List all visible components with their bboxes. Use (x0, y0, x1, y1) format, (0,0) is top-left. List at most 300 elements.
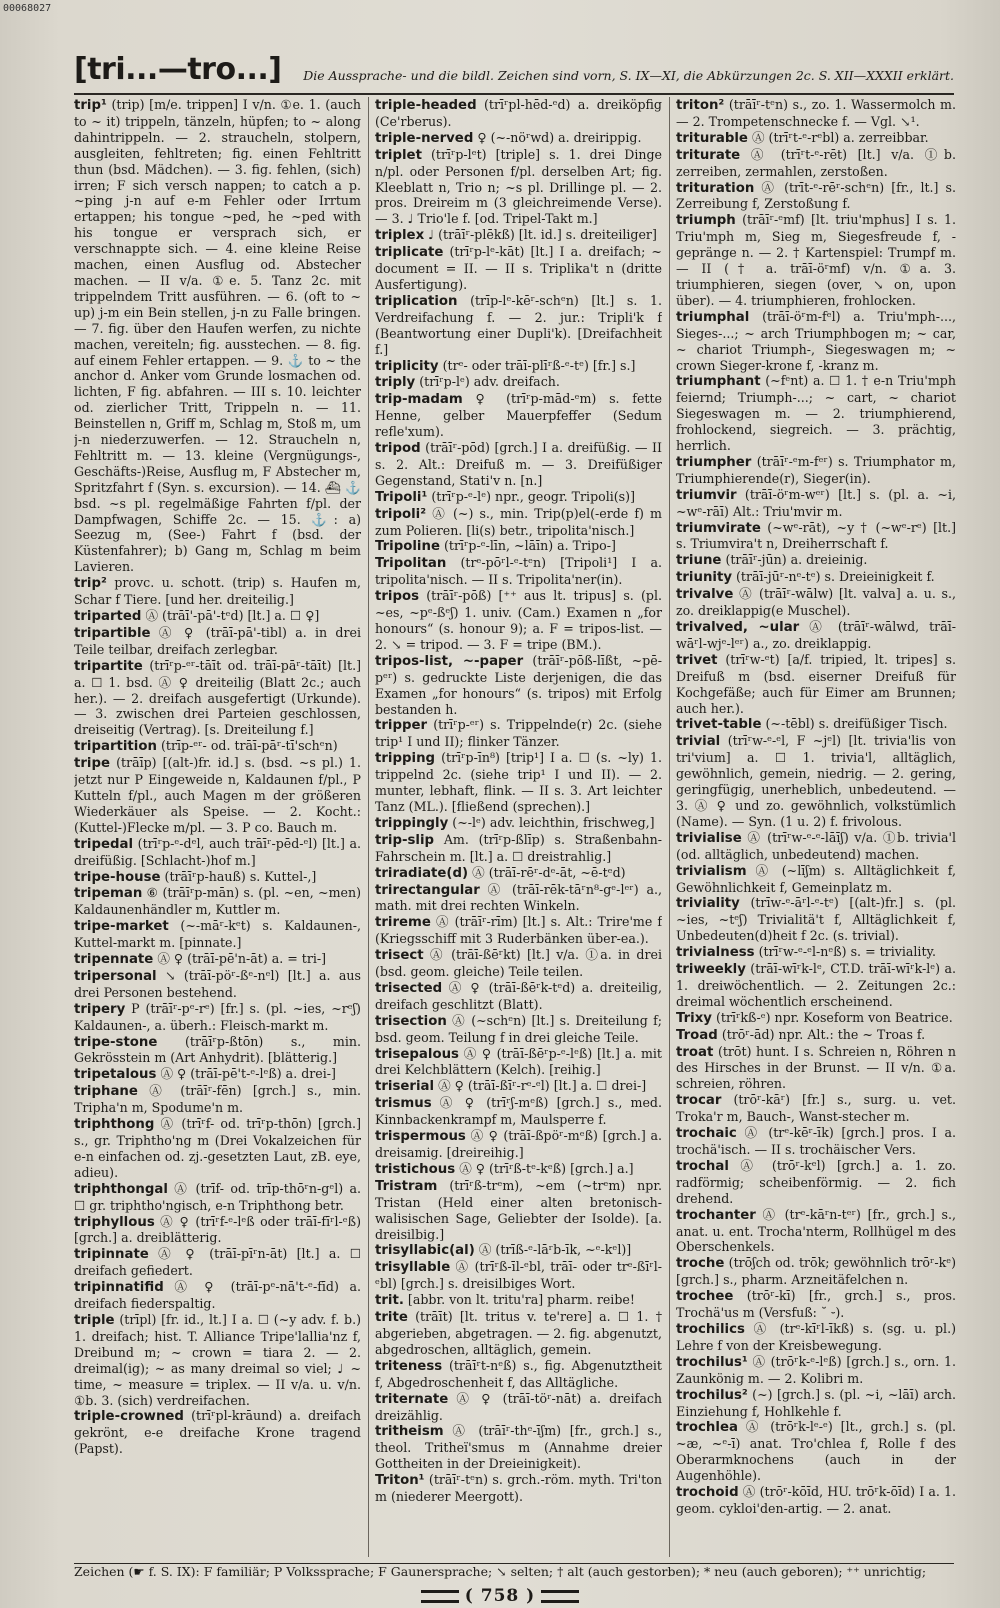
dictionary-entry (676, 1027, 956, 1044)
dictionary-entry (676, 487, 956, 520)
dictionary-entry (375, 538, 662, 555)
dictionary-entry (74, 836, 361, 869)
entry-headword: tripos-list, ~-paper (375, 653, 524, 669)
entry-definition: Ⓐ ♀ (trāī-pē'n-āt) a. = tri-] (157, 951, 327, 967)
entry-headword: triplex (375, 228, 425, 244)
entry-headword: triple-headed (375, 98, 477, 113)
entry-headword: trocar (676, 1093, 722, 1109)
entry-headword: trisect (375, 948, 424, 964)
entry-definition: [abbr. von lt. tritu'ra] pharm. reibe! (407, 1292, 635, 1308)
entry-definition: Ⓐ (trōʳ-kōīd, HU. trōʳk-ōīd) I a. 1. geom. cykloi'den-artig. — 2. anat. (676, 1484, 956, 1516)
entry-headword: tripartible (74, 625, 151, 641)
entry-headword: Troad (676, 1027, 718, 1043)
entry-definition: (~-lᵉ) adv. leichthin, frischweg,] (452, 814, 655, 830)
dictionary-entry (74, 1066, 361, 1083)
entry-definition: (trīʳp-ᵉʳ) s. Trippelnde(r) 2c. (siehe trip¹ I und II); flinker Tänzer. (375, 717, 662, 750)
dictionary-entry (375, 358, 662, 375)
dictionary-entry (375, 1095, 662, 1128)
entry-definition: (trīʳp-ᵉ-līn, ~lāīn) a. Tripo-] (444, 538, 616, 554)
entry-headword: trit. (375, 1293, 404, 1309)
entry-headword: trochee (676, 1289, 734, 1305)
entry-definition: Ⓐ ♀ (trāī-pē't-ᵉ-lᵉß) a. drei-] (160, 1066, 336, 1082)
entry-headword: tripeman (74, 886, 143, 902)
dictionary-entry (676, 1321, 956, 1354)
ornament-right (541, 1590, 579, 1603)
dictionary-entry (74, 97, 361, 575)
dictionary-entry (74, 1001, 361, 1034)
dictionary-entry (676, 895, 956, 944)
dictionary-entry (375, 1292, 662, 1309)
entry-headword: trivalve (676, 587, 734, 603)
entry-headword: triumphant (676, 374, 761, 390)
entry-definition: (trōʃch od. trōk; gewöhnlich trōʳ-kᵉ) [grch.] s., pharm. Arzneitäfelchen n. (676, 1255, 956, 1288)
dictionary-entry (375, 1161, 662, 1178)
entry-definition: (trīʳp-lᵉ-kāt) [lt.] I a. dreifach; ~ document = II. — II s. Triplika't n (dritte Ausfertigung). (375, 244, 662, 292)
entry-definition: (trīʳkß-ᵉ) npr. Koseform von Beatrice. (716, 1009, 953, 1025)
entry-definition: (trīʳp-ᵉʳ-tāīt od. trāī-pāʳ-tāīt) [lt.] a. ☐ 1. bsd. Ⓐ ♀ dreiteilig (Blatt 2c.; auch her.). — 2. dreifach ausgefertigt (Urkunde). — 3. zwischen drei Parteien geschlossen, dreiseitig (Vertrag). [s. Dreiteilung f.] (74, 657, 361, 738)
entry-headword: triviality (676, 896, 740, 912)
dictionary-entry (375, 882, 662, 915)
dictionary-entry (676, 961, 956, 1010)
entry-headword: trivial (676, 734, 721, 750)
dictionary-entry (676, 1125, 956, 1158)
entry-headword: triunity (676, 570, 732, 586)
entry-headword: tripartition (74, 739, 157, 755)
entry-definition: (trīʳp-īn⁸) [trip¹] I a. ☐ (s. ~ly) 1. trippelnd 2c. (siehe trip¹ I und II). — 2. munter, lebhaft, flink. — II s. 3. Art leichter Tanz (ML.). [fließend (sprechen).] (375, 750, 662, 814)
entry-headword: tripersonal (74, 968, 157, 984)
entry-definition: (trāīʳ-tᵉn) s., zo. 1. Wassermolch m. — 2. Trompetenschnecke f. — Vgl. ↘¹. (676, 97, 956, 129)
dictionary-entry (375, 653, 662, 718)
dictionary-entry (676, 586, 956, 619)
entry-headword: triphthongal (74, 1181, 168, 1197)
entry-definition: Ⓐ (trāīʳ-wālwd, trāī-wāʳl-wjᵉ-lᵉʳ) a., zo. dreiklappig. (676, 619, 956, 651)
dictionary-entry (676, 569, 956, 586)
entry-headword: tripedal (74, 836, 134, 852)
dictionary-entry (74, 625, 361, 658)
entry-definition: (trīʳw-ᵉt) [a/f. tripied, lt. tripes] s. Dreifuß m (bsd. eiserner Dreifuß für Kochgefäße; auch für Eimer am Brunnen; auch her.). (676, 651, 956, 716)
entry-headword: triplet (375, 147, 422, 163)
entry-definition: Ⓐ (~schᵉn) [lt.] s. Dreiteilung f; bsd. geom. Teilung f in drei gleiche Teile. (375, 1012, 662, 1045)
dictionary-entry (375, 815, 662, 832)
entry-headword: Trixy (676, 1010, 712, 1026)
entry-headword: trisyllable (375, 1260, 451, 1276)
dictionary-entry (74, 951, 361, 968)
dictionary-entry (676, 1158, 956, 1207)
entry-headword: trivet (676, 652, 718, 668)
entry-definition: (trip) [m/e. trippen] I v/n. ①e. 1. (auch to ~ it) trippeln, tänzeln, hüpfen; to ~ along dahintrippeln. — 2. straucheln, stolpern, ausgleiten, fehltreten; fig. einen Fehltritt thun (bsd. Mädchen). — 3. fig. fehlen, (sich) irren; F sich versch nappen; to catch a p. ~ping j-n auf e-m Fehler oder Irrtum ertappen; his tongue ~ped, he ~ped with his tongue er versprach sich, er verschnappte sich. — 4. eine kleine Reise machen, einen Ausflug od. Abstecher machen. — II v/a. ①e. 5. Tanz 2c. mit trippelndem Tritt ausführen. — 6. (oft to ~ up) j-m ein Bein stellen, j-n zu Falle bringen. — 7. fig. über den Haufen werfen, zu nichte machen, vereiteln; fig. ausstechen. — 8. fig. auf einem Fehler ertappen. — 9. ⚓ to ~ the anchor d. Anker vom Grunde losmachen od. lichten, F fig. abfahren. — III s. 10. leichter od. zierlicher Tritt, Trippeln n. — 11. Beinstellen n, Griff m, Schlag m, Stoß m, um j-n niederzuwerfen. — 12. Straucheln n, Fehltritt m. — 13. kleine (Vergnügungs-, Geschäfts-)Reise, Ausflug m, F Abstecher m, Spritzfahrt f (Syn. s. excursion). — 14. ⛴ ⚓ bsd. ~s pl. regelmäßige Fahrten f/pl. der Dampfwagen, Schiffe 2c. — 15. ⚓: a) Seezug m, (See-) Fahrt f (bsd. der Küstenfahrer); b) Gang m, Schlag m beim Lavieren. (74, 97, 361, 575)
column-divider-1 (368, 97, 369, 1557)
entry-headword: tripennate (74, 952, 154, 968)
dictionary-entry (676, 1288, 956, 1321)
entry-headword: trochoid (676, 1485, 739, 1501)
dictionary-entry (74, 575, 361, 608)
entry-headword: trochilics (676, 1321, 745, 1337)
entry-definition: ⑥ (trāīʳp-mān) s. (pl. ~en, ~men) Kaldaunenhändler m, Kuttler m. (74, 885, 361, 918)
entry-headword: trivialise (676, 830, 742, 846)
dictionary-entry (375, 374, 662, 391)
entry-definition: (trōʳ-ād) npr. Alt.: the ~ Troas f. (721, 1026, 926, 1042)
entry-definition: Ⓐ (trīt-ᵉ-rēʳ-schᵉn) [fr., lt.] s. Zerreibung f, Zerstoßung f. (676, 179, 956, 212)
entry-headword: triserial (375, 1079, 435, 1095)
entry-definition: (trīʳp-ᵉ-lᵉ) npr., geogr. Tripoli(s)] (431, 488, 635, 504)
entry-headword: triune (676, 553, 722, 569)
entry-headword: triphthong (74, 1117, 155, 1133)
running-header (74, 52, 954, 94)
entry-headword: tripe-stone (74, 1034, 158, 1050)
entry-definition: Ⓐ (trīf- od. trīp-thōʳn-gᵉl) a. ☐ gr. triphtho'ngisch, e-n Triphthong betr. (74, 1180, 361, 1213)
entry-headword: triple-nerved (375, 130, 474, 146)
entry-headword: triumphal (676, 309, 750, 325)
dictionary-entry (375, 244, 662, 293)
dictionary-entry (74, 1408, 361, 1457)
dictionary-entry (375, 1358, 662, 1391)
dictionary-entry (676, 863, 956, 896)
dictionary-entry (375, 717, 662, 750)
entry-definition: (trāīʳ-ᵉmf) [lt. triu'mphus] I s. 1. Triu'mph m, Sieg m, Siegesfreude f, -gepränge n. — 2. † Kartenspiel: Trumpf m. — II († a. trāī-öʳmf) v/n. ①a. 3. triumphieren, siegen (over, ↘ on, upon über). — 4. triumphieren, frohlocken. (676, 212, 956, 308)
entry-definition: (trōʳ-kī) [fr., grch.] s., pros. Trochä'us m (Versfuß: ˘ ⏑). (676, 1288, 956, 1321)
entry-headword: tripe-house (74, 869, 161, 885)
dictionary-entry (74, 1083, 361, 1116)
entry-definition: Ⓐ (trāī-rēk-tāʳn⁸-gᵉ-lᵉʳ) a., math. mit drei rechten Winkeln. (375, 881, 662, 914)
dictionary-entry (375, 1013, 662, 1046)
dictionary-entry (676, 1419, 956, 1484)
dictionary-entry (375, 97, 662, 130)
dictionary-entry (375, 865, 662, 882)
entry-definition: Ⓐ (trāī-ßēʳkt) [lt.] v/a. ①a. in drei (bsd. geom. gleiche) Teile teilen. (375, 947, 662, 980)
entry-headword: trip-madam (375, 392, 463, 408)
page-range-title: [tri...—tro...] (74, 52, 282, 87)
entry-definition: Ⓐ ♀ (trāī-pā'-tibl) a. in drei Teile teilbar, dreifach zerlegbar. (74, 624, 361, 657)
entry-definition: Ⓐ ♀ (trāī-ßēʳk-tᵉd) a. dreiteilig, dreifach geschlitzt (Blatt). (375, 979, 662, 1012)
entry-definition: (trāī-öʳm-wᵉʳ) [lt.] s. (pl. a. ~i, ~wᵉ-rāī) Alt.: Triu'mvir m. (676, 486, 956, 519)
entry-definition: (trīʳw-ᵉ-ᵉl-nᵉß) s. = triviality. (758, 944, 936, 960)
entry-headword: tripartite (74, 658, 143, 674)
entry-definition: (trᵉ- oder trāī-plīʳß-ᵉ-tᵉ) [fr.] s.] (442, 357, 636, 373)
entry-headword: triphane (74, 1084, 138, 1100)
entry-definition: (trāī-öʳm-fᵉl) a. Triu'mph-..., Sieges-...; ~ arch Triumphbogen m; ~ car, ~ chariot Triumph-, Siegeswagen m; ~ crown Sieger-krone f, -kranz m. (676, 308, 956, 373)
dictionary-entry (676, 733, 956, 829)
entry-headword: trituration (676, 180, 755, 196)
dictionary-entry (676, 1484, 956, 1517)
entry-headword: Tripoline (375, 539, 440, 555)
entry-headword: triradiate(d) (375, 865, 469, 881)
entry-headword: triturable (676, 130, 748, 146)
entry-definition: Ⓐ (trāī-rēʳ-dᵉ-āt, ~ē-tᵉd) (472, 864, 626, 880)
dictionary-entry (676, 309, 956, 374)
dictionary-entry (676, 1255, 956, 1288)
entry-headword: trispermous (375, 1129, 466, 1145)
dictionary-entry (375, 1242, 662, 1259)
entry-definition: (trāīʳ-pōß) [⁺⁺ aus lt. tripus] s. (pl. ~es, ~pᵉ-ßᵉʃ) 1. univ. (Cam.) Examen n „for honours“ (s. honour 9); a. F = tripos-list. — 2. ↘ = tripod. — 3. F = tripe (BM.). (375, 588, 662, 652)
dictionary-entry (375, 1178, 662, 1243)
dictionary-entry (375, 1259, 662, 1292)
dictionary-entry (74, 918, 361, 951)
entry-headword: trirectangular (375, 882, 480, 898)
dictionary-entry (375, 832, 662, 865)
entry-definition: Am. (trīʳp-ßlīp) s. Straßenbahn-Fahrschein m. [lt.] a. ☐ dreistrahlig.] (375, 831, 662, 864)
entry-definition: (trᵉ-pōʳl-ᵉ-tᵉn) [Tripoli¹] I a. tripolita'nisch. — II s. Tripolita'ner(in). (375, 555, 662, 588)
ornament-left (421, 1590, 459, 1603)
entry-definition: (trāīʳ-pōd) [grch.] I a. dreifüßig. — II s. 2. Alt.: Dreifuß m. — 3. Dreifüßiger Gegenstand, Stati'v n. [n.] (375, 440, 662, 488)
entry-definition: Ⓐ ♀ (trāī-töʳ-nāt) a. dreifach dreizählig. (375, 1390, 662, 1423)
entry-definition: (trāīt) [lt. tritus v. te'rere] a. ☐ 1. † abgerieben, abgetragen. — 2. fig. abgenutzt, abgedroschen, alltäglich, gemein. (375, 1309, 662, 1357)
entry-headword: triumph (676, 213, 736, 229)
entry-headword: trochlea (676, 1420, 738, 1436)
page-number: 758 (480, 1586, 520, 1606)
dictionary-entry (74, 1214, 361, 1247)
entry-headword: trivalved, ~ular (676, 620, 800, 635)
dictionary-entry (375, 1128, 662, 1161)
entry-definition: Ⓐ (~) s., min. Trip(p)el(-erde f) m zum Polieren. [li(s) betr., tripolita'nisch.] (375, 505, 662, 538)
dictionary-entry (375, 147, 662, 228)
entry-headword: troche (676, 1256, 725, 1272)
entry-headword: tristichous (375, 1161, 456, 1177)
entry-headword: triple (74, 1312, 115, 1328)
entry-headword: trismus (375, 1096, 432, 1112)
dictionary-entry (375, 1472, 662, 1505)
dictionary-entry (74, 1116, 361, 1181)
entry-definition: Ⓐ (trīʳw-ᵉ-ᵉ-lāīʃ) v/a. ①b. trivia'l (od. alltäglich, unbedeutend) machen. (676, 829, 956, 862)
entry-headword: tripping (375, 751, 436, 767)
entry-definition: (trāīʳ-ᵉm-fᵉʳ) s. Triumphator m, Triumphierende(r), Sieger(in). (676, 453, 956, 486)
entry-headword: troat (676, 1044, 714, 1060)
entry-definition: Ⓐ (trīʳt-ᵉ-rᵉbl) a. zerreibbar. (751, 129, 929, 145)
dictionary-entry (375, 1046, 662, 1079)
dictionary-entry (375, 947, 662, 980)
entry-definition: (trīp-lᵉ-kēʳ-schᵉn) [lt.] s. 1. Verdreifachung f. — 2. jur.: Tripli'k f (Beantwortung einer Dupli'k). [Dreifachheit f.] (375, 292, 662, 357)
dictionary-entry (676, 1044, 956, 1093)
entry-definition: Ⓐ (trāīʳ-rīm) [lt.] s. Alt.: Trire'me f (Kriegsschiff mit 3 Ruderbänken über-ea.). (375, 914, 662, 947)
symbol-legend: Zeichen (☛ f. S. IX): F familiär; P Volkssprache; F Gaunersprache; ↘ selten; † alt (auch gestorben); * neu (auch geboren); ⁺⁺ unrichtig; (74, 1564, 927, 1579)
entry-definition: Ⓐ ♀ (trāī-ßpöʳ-mᵉß) [grch.] a. dreisamig. [dreireihig.] (375, 1128, 662, 1160)
entry-definition: Ⓐ (trᵉ-kīʳl-īkß) s. (sg. u. pl.) Lehre f von der Kreisbewegung. (676, 1320, 956, 1353)
entry-headword: triply (375, 375, 416, 391)
entry-definition: Ⓐ (trōʳ-kᵉl) [grch.] a. 1. zo. radförmig; scheibenförmig. — 2. fich drehend. (676, 1157, 956, 1206)
entry-headword: tripe-market (74, 919, 169, 935)
entry-definition: (~fᵉnt) a. ☐ 1. † e-n Triu'mph feiernd; Triumph-...; ~ cart, ~ chariot Siegeswagen m. — 2. triumphierend, frohlockend, siegreich. — 3. prächtig, herrlich. (676, 373, 956, 454)
entry-definition: Ⓐ ♀ (trāī-pᵉ-nā't-ᵉ-fīd) a. dreifach fiederspaltig. (74, 1279, 361, 1312)
entry-headword: trochilus¹ (676, 1354, 748, 1370)
entry-definition: P (trāīʳ-pᵉ-rᵉ) [fr.] s. (pl. ~ies, ~rᵉʃ) Kaldaunen-, a. überh.: Fleisch-markt m. (74, 1000, 361, 1033)
dictionary-columns (74, 97, 956, 1562)
entry-definition: (trīp-ᵉʳ- od. trāī-pāʳ-tī'schᵉn) (160, 738, 338, 754)
entry-headword: triple-crowned (74, 1409, 184, 1425)
dictionary-entry (676, 130, 956, 147)
entry-definition: Ⓐ (trᵉ-kāʳn-tᵉʳ) [fr., grch.] s., anat. u. ent. Trocha'nterm, Rollhügel m des Oberschenkels. (676, 1206, 956, 1255)
dictionary-entry (375, 1078, 662, 1095)
entry-definition: (trīʳw-ᵉ-ᵉl, F ~jᵉl) [lt. trivia'lis von tri'vium] a. ☐ 1. trivia'l, alltäglich, gewöhnlich, gemein, niedrig. — 2. gering, geringfügig, unerheblich, unbedeutend. — 3. Ⓐ ♀ und zo. gewöhnlich, volkstümlich (Name). — Syn. (1 u. 2) f. frivolous. (676, 733, 956, 829)
dictionary-entry (375, 440, 662, 489)
entry-definition: (trīʳp-lᵉt) [triple] s. 1. drei Dinge n/pl. oder Personen f/pl. derselben Art; fig. Kleeblatt n, Trio n; ~s pl. Drillinge pl. — 2. pros. Dreireim m (3 gleichreimende Verse). — 3. ♩ Trio'le f. [od. Tripel-Takt m.] (375, 146, 662, 227)
entry-definition: (~wᵉ-rāt), ~y † (~wᵉ-rᵉ) [lt.] s. Triumvira't n, Dreiherrschaft f. (676, 519, 956, 552)
entry-headword: triplicity (375, 358, 439, 374)
entry-headword: trisepalous (375, 1046, 459, 1062)
entry-headword: trite (375, 1310, 408, 1326)
dictionary-entry (74, 738, 361, 755)
entry-headword: triteness (375, 1358, 443, 1374)
entry-headword: tripos (375, 589, 420, 605)
entry-definition: Ⓐ (trīʳß-īl-ᵉbl, trāī- oder trᵉ-ßīʳl-ᵉbl) [grch.] s. dreisilbiges Wort. (375, 1259, 662, 1292)
entry-headword: Tristram (375, 1178, 438, 1194)
entry-headword: trochanter (676, 1207, 756, 1223)
dictionary-entry (74, 1246, 361, 1279)
dictionary-entry (375, 555, 662, 588)
entry-headword: triumvirate (676, 520, 761, 536)
entry-headword: trip-slip (375, 832, 435, 848)
dictionary-entry (74, 608, 361, 625)
scan-id: 00068027 (3, 3, 52, 14)
entry-headword: tripinnatifid (74, 1280, 164, 1296)
dictionary-entry (74, 1034, 361, 1067)
entry-headword: trochilus² (676, 1387, 748, 1403)
dictionary-entry (676, 373, 956, 454)
dictionary-entry (676, 830, 956, 863)
dictionary-entry (676, 454, 956, 487)
entry-definition: (trīʳpl-hēd-ᵉd) a. dreiköpfig (Ce'rberus). (375, 97, 662, 129)
entry-definition: (~) [grch.] s. (pl. ~i, ~lāī) arch. Einziehung f, Hohlkehle f. (676, 1386, 956, 1419)
entry-definition: Ⓐ ♀ (trāī-ßīʳ-rᵉ-ᵉl) [lt.] a. ☐ drei-] (438, 1078, 647, 1094)
column-2 (375, 97, 662, 1562)
entry-headword: trippingly (375, 815, 449, 831)
entry-headword: Tripolitan (375, 556, 447, 572)
entry-headword: Tripoli¹ (375, 489, 428, 505)
dictionary-entry (676, 147, 956, 180)
entry-definition: (trāī-wīʳk-lᵉ, CT.D. trāī-wīʳk-lᵉ) a. 1. dreiwöchentlich. — 2. Zeitungen 2c.: dreimal wöchentlich erscheinend. (676, 961, 956, 1009)
entry-definition: (trōʳ-kāʳ) [fr.] s., surg. u. vet. Troka'r m, Bauch-, Wanst-stecher m. (676, 1092, 956, 1125)
dictionary-entry (74, 1312, 361, 1408)
entry-definition: Ⓐ (trīß-ᵉ-lāʳb-īk, ~ᵉ-kᵉl)] (478, 1242, 632, 1258)
dictionary-entry (676, 716, 956, 733)
entry-definition: Ⓐ ♀ (trīʳß-tᵉ-kᵉß) [grch.] a.] (459, 1160, 634, 1176)
entry-definition: ♩ (trāīʳ-plēkß) [lt. id.] s. dreiteiliger] (428, 227, 657, 243)
entry-headword: triturate (676, 147, 741, 163)
dictionary-entry (676, 1207, 956, 1256)
dictionary-entry (676, 520, 956, 553)
entry-headword: triternate (375, 1391, 449, 1407)
entry-definition: Ⓐ ♀ (trāī-pīʳn-āt) [lt.] a. ☐ dreifach gefiedert. (74, 1246, 361, 1279)
entry-definition: ♀ (~-nöʳwd) a. dreirippig. (477, 129, 642, 145)
entry-definition: (~-māʳ-kᵉt) s. Kaldaunen-, Kuttel-markt m. [pinnate.] (74, 918, 361, 951)
entry-definition: (trīʳp-ᵉ-dᵉl, auch trāīʳ-pēd-ᵉl) [lt.] a. dreifüßig. [Schlacht-)hof m.] (74, 835, 361, 868)
entry-definition: (trīʳpl-krāund) a. dreifach gekrönt, e-e dreifache Krone tragend (Papst). (74, 1408, 361, 1457)
entry-headword: triphyllous (74, 1214, 155, 1230)
dictionary-entry (676, 1387, 956, 1420)
entry-headword: trivialness (676, 945, 755, 961)
entry-headword: trochal (676, 1158, 729, 1174)
entry-headword: tripe (74, 756, 111, 772)
dictionary-entry (375, 1309, 662, 1358)
header-rule (74, 93, 954, 95)
entry-definition: (trāīʳ-pōß-līßt, ~pē-pᵉʳ) s. gedruckte Liste derjenigen, die das Examen „for honours“ (s. tripos) mit Erfolg bestanden h. (375, 652, 662, 717)
dictionary-entry (375, 914, 662, 947)
dictionary-entry (74, 1279, 361, 1312)
dictionary-entry (375, 1391, 662, 1424)
entry-definition: (trīpl) [fr. id., lt.] I a. ☐ (~y adv. f. b.) 1. dreifach; hist. T. Alliance Tripe'lallia'nz f, Dreibund m; ~ crown = tiara 2. — 2. dreimal(ig); ~ as many dreimal so viel; ♩ ~ time, ~ measure = triplex. — II v/a. u. v/n. ①b. 3. (sich) verdreifachen. (74, 1311, 361, 1408)
dictionary-entry (676, 619, 956, 652)
entry-headword: trisection (375, 1013, 447, 1029)
entry-definition: Ⓐ (trᵉ-kēʳ-īk) [grch.] pros. I a. trochä'isch. — II s. trochäischer Vers. (676, 1125, 956, 1157)
dictionary-entry (676, 1010, 956, 1027)
dictionary-entry (74, 869, 361, 886)
entry-headword: trivet-table (676, 717, 762, 733)
dictionary-entry (676, 652, 956, 717)
dictionary-entry (375, 293, 662, 358)
dictionary-entry (375, 130, 662, 147)
entry-definition: Ⓐ (trāīʳ-fēn) [grch.] s., min. Tripha'n m, Spodume'n m. (74, 1083, 361, 1116)
dictionary-entry (375, 750, 662, 815)
entry-headword: triton² (676, 98, 725, 113)
entry-definition: Ⓐ ♀ (trāī-ßēʳp-ᵉ-lᵉß) [lt.] a. mit drei Kelchblättern (Kelch). [reihig.] (375, 1045, 662, 1078)
dictionary-entry (74, 658, 361, 739)
entry-headword: tripod (375, 441, 421, 457)
entry-definition: (trīʳp-lᵉ) adv. dreifach. (419, 374, 560, 390)
entry-definition: Ⓐ (trīʳt-ᵉ-rēt) [lt.] v/a. ①b. zerreiben, zermahlen, zerstoßen. (676, 146, 956, 179)
entry-definition: Ⓐ (trāīʳ-wālw) [lt. valva] a. u. s., zo. dreiklappig(e Muschel). (676, 586, 956, 619)
entry-headword: triumpher (676, 454, 752, 470)
entry-definition: (trāīʳ-tᵉn) s. grch.-röm. myth. Tri'ton m (niederer Meergott). (375, 1472, 662, 1505)
column-1 (74, 97, 361, 1562)
entry-headword: trireme (375, 915, 431, 931)
dictionary-entry (676, 552, 956, 569)
dictionary-entry (676, 944, 956, 961)
column-3 (676, 97, 956, 1562)
entry-headword: triumvir (676, 487, 737, 503)
entry-definition: (trīw-ᵉ-āʳl-ᵉ-tᵉ) [(alt-)fr.] s. (pl. ~ies, ~tᵉʃ) Trivialitä't f, Alltäglichkeit f, Unbedeuten(d)heit f 2c. (s. trivial). (676, 895, 956, 944)
entry-definition: Ⓐ (~līʃm) s. Alltäglichkeit f, Gewöhnlichkeit f, Gemeinplatz m. (676, 862, 956, 895)
column-divider-2 (669, 97, 670, 1557)
dictionary-entry (676, 180, 956, 213)
entry-headword: tripoli² (375, 506, 427, 522)
dictionary-entry (676, 1092, 956, 1125)
dictionary-entry (74, 968, 361, 1001)
entry-headword: trip² (74, 576, 107, 592)
entry-definition: (~-tēbl) s. dreifüßiger Tisch. (765, 716, 948, 732)
entry-headword: tripetalous (74, 1067, 157, 1083)
entry-definition: (trāīʳp-ßtōn) s., min. Gekrösstein m (Art Anhydrit). [blätterig.] (74, 1033, 361, 1066)
dictionary-entry (74, 1181, 361, 1214)
entry-definition: Ⓐ ♀ (trīʳf-ᵉ-lᵉß oder trāī-fīʳl-ᵉß) [grch.] a. dreiblätterig. (74, 1213, 361, 1246)
entry-definition: (trōt) hunt. I s. Schreien n, Röhren n des Hirsches in der Brunst. — II v/n. ①a. schreien, röhren. (676, 1043, 956, 1092)
entry-definition: Ⓐ (trāī'-pā'-tᵉd) [lt.] a. ☐ ♀] (145, 608, 320, 623)
entry-definition: Ⓐ (trōʳk-ᵉ-lᵉß) [grch.] s., orn. 1. Zaunkönig m. — 2. Kolibri m. (676, 1353, 956, 1386)
entry-headword: trip¹ (74, 98, 107, 113)
dictionary-entry (375, 506, 662, 539)
entry-headword: tripinnate (74, 1247, 149, 1263)
dictionary-entry (74, 885, 361, 918)
entry-headword: trivialism (676, 863, 747, 879)
dictionary-entry (375, 391, 662, 440)
page-number-line: ( 758 ) (0, 1586, 1000, 1606)
entry-headword: trisyllabic(al) (375, 1243, 475, 1259)
header-note: Die Aussprache- und die bildl. Zeichen sind vorn, S. IX—XI, die Abkürzungen 2c. S. XII—XXXII erklärt. (303, 68, 954, 83)
dictionary-entry (375, 489, 662, 506)
entry-headword: triplicate (375, 245, 444, 261)
entry-definition: (trāīʳp-hauß) s. Kuttel-,] (164, 868, 317, 884)
dictionary-entry (676, 212, 956, 308)
entry-definition: (trāīp) [(alt-)fr. id.] s. (bsd. ~s pl.) 1. jetzt nur P Eingeweide n, Kaldaunen f/pl., P Kutteln f/pl., auch Magen m der größeren Wiederkäuer als Speise. — 2. Kocht.: (Kuttel-)Flecke m/pl. — 3. P co. Bauch m. (74, 755, 361, 835)
entry-headword: triplication (375, 293, 458, 309)
dictionary-entry (375, 980, 662, 1013)
dictionary-entry (375, 588, 662, 653)
entry-definition: ♀ (trīʳp-mād-ᵉm) s. fette Henne, gelber Mauerpfeffer (Sedum refle'xum). (375, 391, 662, 440)
entry-definition: Ⓐ ♀ (trīʳʃ-mᵉß) [grch.] s., med. Kinnbackenkrampf m, Maulsperre f. (375, 1095, 662, 1128)
dictionary-entry (375, 1423, 662, 1472)
entry-definition: (trāīʳt-nᵉß) s., fig. Abgenutztheit f, Abgedroschenheit f, das Alltägliche. (375, 1357, 662, 1390)
entry-headword: tripper (375, 718, 428, 734)
entry-headword: tritheism (375, 1424, 444, 1440)
dictionary-entry (74, 755, 361, 836)
entry-definition: (trāīʳ-jūn) a. dreieinig. (725, 552, 868, 568)
